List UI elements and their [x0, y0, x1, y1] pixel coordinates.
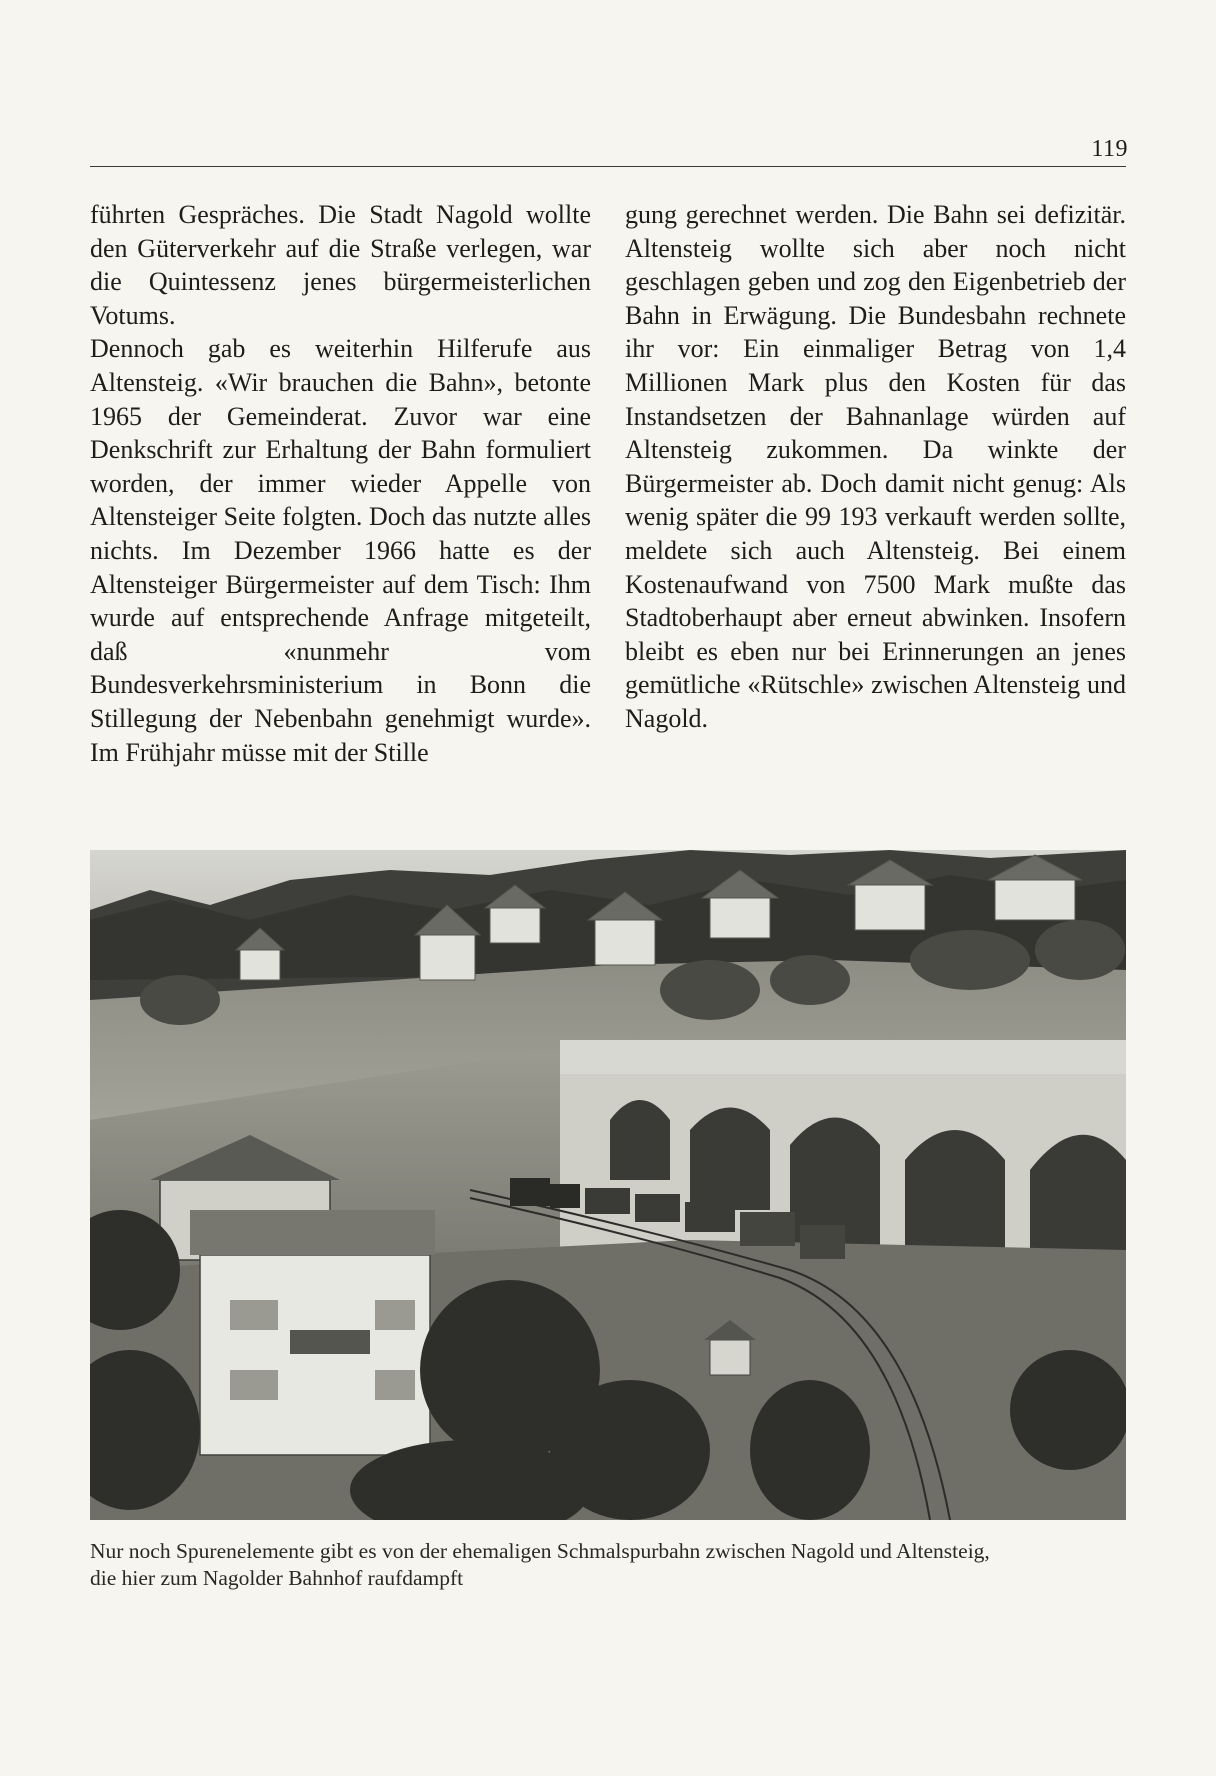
right-paragraph-1: gung gerechnet werden. Die Bahn sei defizitär. Altensteig wollte sich aber noch nicht geschlagen geben und zog den Eigenbetrieb der Bahn in Erwägung. Die Bundesbahn rechnete ihr vor: Ein einmaliger Betrag von 1,4 Millionen Mark plus den Kosten für das Instandsetzen der Bahnanlage würden auf Altensteig zukommen. Da winkte der Bürgermeister ab. Doch damit nicht genug: Als wenig später die 99 193 verkauft werden sollte, meldete sich auch Altensteig. Bei einem Kostenaufwand von 7500 Mark mußte das Stadtoberhaupt aber erneut abwinken. Insofern bleibt es eben nur bei Erinnerungen an jenes gemütliche «Rütschle» zwischen Altensteig und Nagold. — [625, 200, 1126, 733]
left-paragraph-2: Dennoch gab es weiterhin Hilferufe aus Altensteig. «Wir brauchen die Bahn», betonte 1965 der Gemeinderat. Zuvor war eine Denkschrift zur Erhaltung der Bahn formuliert worden, der immer wieder Appelle von Altensteiger Seite folgten. Doch das nutzte alles nichts. Im Dezember 1966 hatte es der Altensteiger Bürgermeister auf dem Tisch: Ihm wurde auf entsprechende Anfrage mitgeteilt, daß «nunmehr vom Bundesverkehrsministerium in Bonn die Stillegung der Nebenbahn genehmigt wurde». Im Frühjahr müsse mit der Stille — [90, 334, 591, 767]
house — [240, 950, 280, 980]
house — [710, 898, 770, 938]
page-number: 119 — [1091, 136, 1128, 162]
right-text-column — [625, 198, 1126, 736]
figure-caption — [90, 1538, 1130, 1592]
caption-line-1: Nur noch Spurenelemente gibt es von der ehemaligen Schmalspurbahn zwischen Nagold und Altensteig, — [90, 1539, 990, 1563]
house — [995, 880, 1075, 920]
house — [490, 908, 540, 943]
left-paragraph-1: führten Gespräches. Die Stadt Nagold wollte den Güterverkehr auf die Straße verlegen, war die Quintessenz jenes bürgermeisterlichen Votums. — [90, 200, 591, 330]
house — [420, 935, 475, 980]
house — [855, 885, 925, 930]
railway-photo — [90, 850, 1126, 1520]
apartment-house — [200, 1255, 430, 1455]
caption-line-2: die hier zum Nagolder Bahnhof raufdampft — [90, 1566, 464, 1590]
header-rule — [90, 166, 1126, 167]
house — [595, 920, 655, 965]
small-shed — [710, 1340, 750, 1375]
left-text-column — [90, 198, 591, 769]
